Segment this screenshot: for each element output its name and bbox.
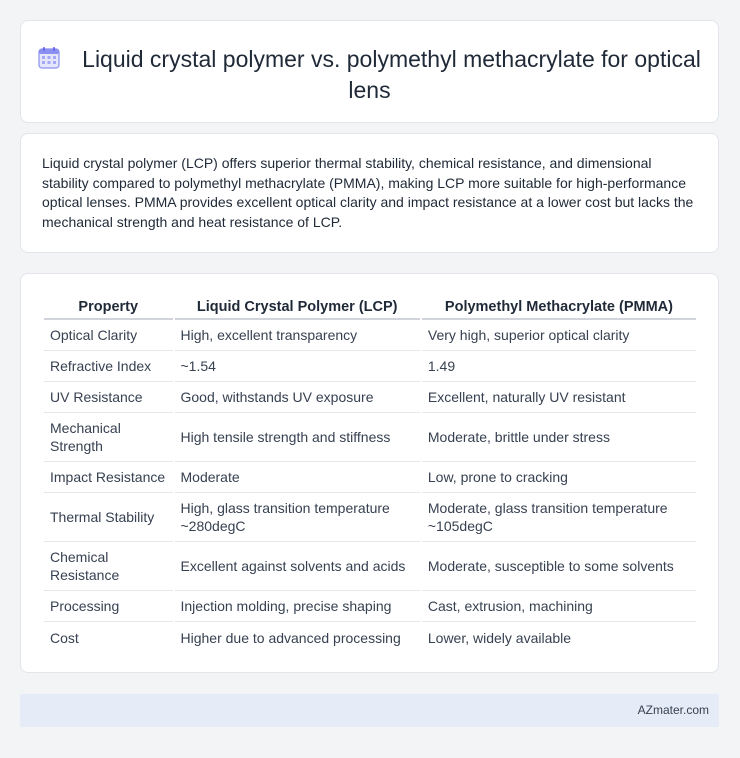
lcp-cell: Moderate — [175, 462, 420, 493]
property-cell: Cost — [50, 629, 79, 646]
table-row — [44, 542, 696, 591]
summary-paragraph: Liquid crystal polymer (LCP) offers superior thermal stability, chemical resistance, and dimensional stability compared to polymethyl methacrylate (PMMA), making LCP more suitable for high-performance optical lenses. PMMA provides excellent optical clarity and impact resistance at a lower cost but lacks the mechanical strength and heat resistance of LCP. — [42, 155, 694, 230]
footer-brand-link[interactable]: AZmater.com — [637, 703, 709, 717]
table-row — [44, 493, 696, 542]
pmma-cell: Moderate, susceptible to some solvents — [422, 542, 696, 591]
header-lcp: Liquid Crystal Polymer (LCP) — [175, 294, 420, 320]
comparison-table — [42, 294, 698, 653]
pmma-cell: Excellent, naturally UV resistant — [422, 382, 696, 413]
pmma-cell: Very high, superior optical clarity — [422, 320, 696, 351]
pmma-cell: Lower, widely available — [427, 629, 572, 646]
lcp-cell: High, excellent transparency — [175, 320, 420, 351]
footer-bar — [20, 694, 719, 727]
property-cell: Chemical Resistance — [44, 542, 173, 591]
property-cell: Mechanical Strength — [44, 413, 173, 462]
table-row — [44, 622, 696, 653]
lcp-cell: High tensile strength and stiffness — [175, 413, 420, 462]
table-row — [44, 413, 696, 462]
property-cell: Processing — [44, 591, 173, 622]
comparison-table-card — [20, 273, 719, 673]
table-row — [44, 320, 696, 351]
pmma-cell: Low, prone to cracking — [422, 462, 696, 493]
property-cell: Thermal Stability — [44, 493, 173, 542]
lcp-cell: ~1.54 — [175, 351, 420, 382]
pmma-cell: Moderate, brittle under stress — [422, 413, 696, 462]
header-property: Property — [44, 294, 173, 320]
table-row — [44, 382, 696, 413]
table-row — [44, 591, 696, 622]
page-title-text: Liquid crystal polymer vs. polymethyl methacrylate for optical lens — [82, 46, 701, 103]
property-cell: Optical Clarity — [44, 320, 173, 351]
summary-card — [20, 133, 719, 253]
pmma-cell: Moderate, glass transition temperature ~105degC — [422, 493, 696, 542]
title-card — [20, 20, 719, 123]
property-cell: UV Resistance — [44, 382, 173, 413]
pmma-cell: Cast, extrusion, machining — [422, 591, 696, 622]
header-pmma: Polymethyl Methacrylate (PMMA) — [422, 294, 696, 320]
lcp-cell: Injection molding, precise shaping — [175, 591, 420, 622]
table-row — [44, 351, 696, 382]
property-cell: Refractive Index — [44, 351, 173, 382]
lcp-cell: Higher due to advanced processing — [180, 629, 401, 646]
page-title — [21, 45, 718, 105]
calendar-grid-icon — [38, 47, 60, 76]
property-cell: Impact Resistance — [44, 462, 173, 493]
pmma-cell: 1.49 — [422, 351, 696, 382]
lcp-cell: Good, withstands UV exposure — [175, 382, 420, 413]
table-header-row — [44, 294, 696, 320]
lcp-cell: High, glass transition temperature ~280degC — [175, 493, 420, 542]
table-row — [44, 462, 696, 493]
lcp-cell: Excellent against solvents and acids — [175, 542, 420, 591]
